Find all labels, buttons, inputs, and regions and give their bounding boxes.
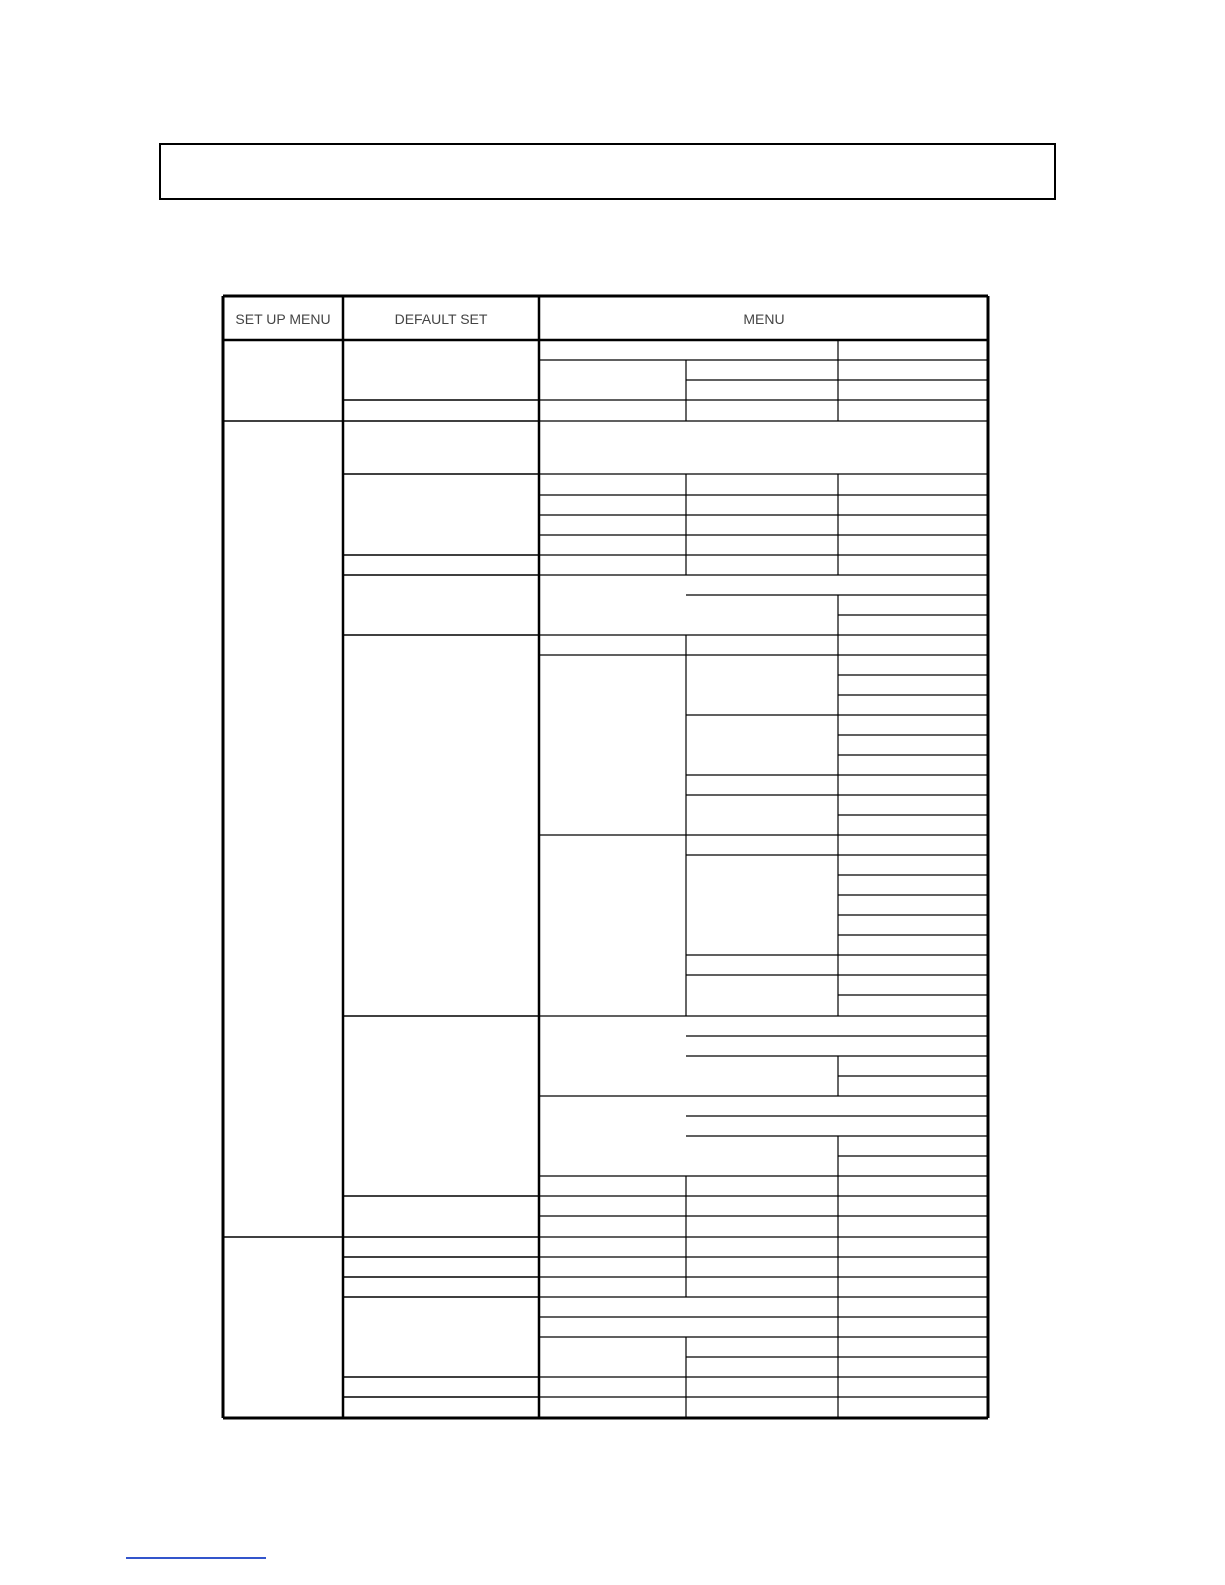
header-menu: MENU: [743, 311, 785, 327]
header-setup-menu: SET UP MENU: [235, 311, 331, 327]
footer-link-underline: [126, 1557, 266, 1559]
header-default-set: DEFAULT SET: [394, 311, 488, 327]
